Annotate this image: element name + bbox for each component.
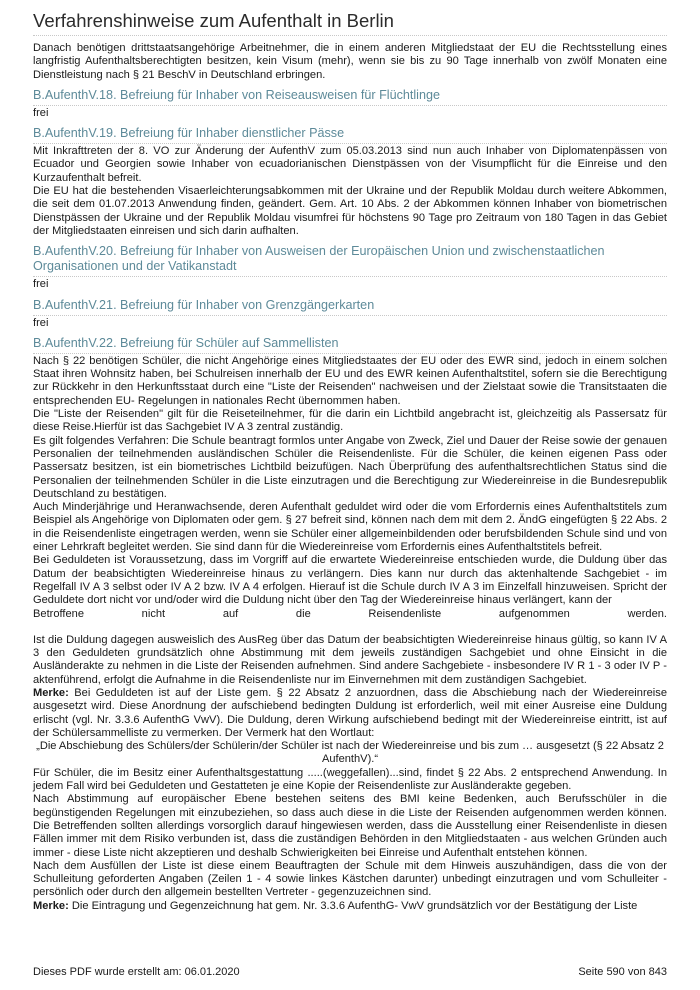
page-title: Verfahrenshinweise zum Aufenthalt in Berlin: [33, 10, 667, 36]
section-body-18: frei: [33, 106, 49, 119]
section-heading-18: B.AufenthV.18. Befreiung für Inhaber von Reiseausweisen für Flüchtlinge: [33, 88, 667, 106]
section-19-paragraph-2: Die EU hat die bestehenden Visaerleichterungsabkommen mit der Ukraine und der Republik Moldau durch weitere Abkommen, die seit dem 01.07.2013 Anwendung finden, geändert. Gem. Art. 10 Abs. 2 der Abkommen können Inhaber von biometrischen Dienstpässen der Ukraine und der Republik Moldau visumfrei für höchstens 90 Tage pro Zeitraum von 180 Tagen in das Gebiet der Mitgliedstaaten einreisen und sich darin aufhalten.: [33, 185, 667, 237]
section-heading-20: B.AufenthV.20. Befreiung für Inhaber von Ausweisen der Europäischen Union und zwischenstaatlichen Organisationen und der Vatikanstadt: [33, 244, 667, 277]
intro-paragraph: Danach benötigen drittstaatsangehörige Arbeitnehmer, die in einem anderen Mitgliedstaat der EU die Rechtsstellung eines langfristig Aufenthaltsberechtigten besitzen, kein Visum (mehr), wenn sie bis zu 90 Tage innerhalb von zwölf Monaten eine Dienstleistung nach § 21 BeschV in Deutschland erbringen.: [33, 42, 667, 81]
section-22-paragraph-9: Nach Abstimmung auf europäischer Ebene bestehen seitens des BMI keine Bedenken, auch Berufsschüler in die begünstigenden Regelungen mit einzubeziehen, so dass auch diese in die Liste der Reisenden aufgenommen werden können. Die Betreffenden sollten allerdings vorsorglich darauf hingewiesen werden, dass die Ausstellung einer Reisendenliste in diesen Fällen immer mit dem Risiko verbunden ist, dass die zuständigen Behörden in den Mitgliedstaaten - aus welchen Gründen auch immer - diese Liste nicht akzeptieren und deshalb Schwierigkeiten bei Einreise und Aufenthalt entstehen können.: [33, 793, 667, 859]
section-heading-19: B.AufenthV.19. Befreiung für Inhaber dienstlicher Pässe: [33, 126, 667, 144]
footer-page-number: Seite 590 von 843: [578, 966, 667, 978]
section-22-paragraph-5: Bei Geduldeten ist Voraussetzung, dass im Vorgriff auf die erwartete Wiedereinreise entschieden wurde, die Duldung über das Datum der beabsichtigten Wiedereinreise hinaus zu verlängern. Dies kann nur durch das aktenhaltende Sachgebiet - im Regelfall IV A 3 selbst oder IV A 2 bzw. IV A 4 erfolgen. Hierauf ist die Schule durch IV A 3 im Einzelfall hinzuweisen. Spricht der Geduldete dort nicht vor und/oder wird die Duldung nicht über den Tag der Wiedereinreise hinaus verlängert, kann der: [33, 554, 667, 607]
section-22-paragraph-6: Ist die Duldung dagegen ausweislich des AusReg über das Datum der beabsichtigten Wiedereinreise hinaus gültig, so kann IV A 3 den Geduldeten grundsätzlich ohne Abstimmung mit dem jeweils zuständigen Sachgebiet und ohne Einsicht in die Ausländerakte zu nehmen in die Liste der Reisenden aufnehmen. Sind andere Sachgebiete - insbesondere IV R 1 - 3 oder IV P - aktenführend, erfolgt die Aufnahme in die Reisendenliste nur im Einvernehmen mit dem zuständigen Sachgebiet.: [33, 633, 667, 686]
section-22-paragraph-2: Die "Liste der Reisenden" gilt für die Reiseteilnehmer, für die darin ein Lichtbild angebracht ist, gleichzeitig als Passersatz für diese Reise.Hierfür ist das Sachgebiet IV A 3 zentral zuständig.: [33, 408, 667, 434]
section-22-paragraph-5-last-line: Betroffene nicht auf die Reisendenliste aufgenommen werden.: [33, 607, 667, 620]
merke-label-2: Merke:: [33, 899, 69, 912]
section-22-paragraph-1: Nach § 22 benötigen Schüler, die nicht Angehörige eines Mitgliedstaates der EU oder des EWR sind, jedoch in einem solchen Staat ihren Wohnsitz haben, bei Schulreisen innerhalb der EU und des EWR keinen Aufenthaltstitel, sofern sie die Berechtigung zur Rückkehr in den Herkunftsstaat durch eine "Liste der Reisenden" nachweisen und der Zielstaat sowie die Transitstaaten die entsprechenden EU- Regelungen in nationales Recht übernommen haben.: [33, 354, 667, 407]
merke-text: Bei Geduldeten ist auf der Liste gem. § 22 Absatz 2 anzuordnen, dass die Abschiebung nach der Wiedereinreise ausgesetzt wird. Diese Anordnung der aufschiebend bedingten Duldung ist erforderlich, weil mit einer Ausreise eine Duldung erlischt (vgl. Nr. 3.3.6 AufenthG VwV). Die Duldung, deren Wirkung aufschiebend bedingt mit der Wiedereinreise eintritt, ist auf der Schülersammelliste zu vermerken. Der Vermerk hat den Wortlaut:: [33, 686, 667, 739]
section-22-paragraph-4: Auch Minderjährige und Heranwachsende, deren Aufenthalt geduldet wird oder die vom Erfordernis eines Aufenthaltstitels zum Beispiel als Angehörige von Diplomaten oder gem. § 27 befreit sind, können nach dem mit dem 2. ÄndG eingefügten § 22 Abs. 2 in die Reisendenliste eingetragen werden, wenn sie Schüler einer allgemeinbildenden oder berufsbildenden Schule sind und von einer Lehrkraft begleitet werden. Sie sind dann für die Wiedereinreise vom Erfordernis eines Aufenthaltstitels befreit.: [33, 501, 667, 554]
merke-label: Merke:: [33, 686, 69, 699]
page-footer: [33, 966, 667, 978]
section-heading-21: B.AufenthV.21. Befreiung für Inhaber von Grenzgängerkarten: [33, 298, 667, 316]
section-22-paragraph-7: [33, 687, 667, 740]
section-22-paragraph-3: Es gilt folgendes Verfahren: Die Schule beantragt formlos unter Angabe von Zweck, Ziel und Dauer der Reise sowie der genauen Personalien der teilnehmenden ausländischen Schüler die Reisendenliste. Für die Schüler, die keinen eigenen Pass oder Passersatz besitzen, ist ein biometrisches Lichtbild beizufügen. Nach Überprüfung des aufenthaltsrechtlichen Status sind die Personalien der teilnehmenden Schüler in die Liste einzutragen und die Berechtigung zur Wiedereinreise in die Bundesrepublik Deutschland zu bestätigen.: [33, 434, 667, 500]
document-page: [33, 10, 667, 913]
section-heading-22: B.AufenthV.22. Befreiung für Schüler auf Sammellisten: [33, 336, 667, 354]
section-22-paragraph-11: [33, 900, 667, 913]
section-22-quote: „Die Abschiebung des Schülers/der Schülerin/der Schüler ist nach der Wiedereinreise und bis zum … ausgesetzt (§ 22 Absatz 2 AufenthV).“: [36, 740, 664, 766]
section-19-paragraph-1: Mit Inkrafttreten der 8. VO zur Änderung der AufenthV zum 05.03.2013 sind nun auch Inhaber von Diplomatenpässen von Ecuador und Georgien sowie Inhaber von ecuadorianischen Dienstpässen von der Visumpflicht für die Einreise und den Kurzaufenthalt befreit.: [33, 145, 667, 184]
section-22-paragraph-10: Nach dem Ausfüllen der Liste ist diese einem Beauftragten der Schule mit dem Hinweis auszuhändigen, dass die von der Schulleitung geforderten Angaben (Zeilen 1 - 4 sowie linkes Kästchen darunter) unbedingt einzutragen und vom Schulleiter - persönlich oder durch den allgemein bestellten Vertreter - gegenzuzeichnen sind.: [33, 859, 667, 899]
section-body-20: frei: [33, 278, 49, 291]
merke-text-2: Die Eintragung und Gegenzeichnung hat gem. Nr. 3.3.6 AufenthG- VwV grundsätzlich vor der Bestätigung der Liste: [68, 899, 638, 912]
section-22-paragraph-8: Für Schüler, die im Besitz einer Aufenthaltsgestattung .....(weggefallen)...sind, findet § 22 Abs. 2 entsprechend Anwendung. In jedem Fall wird bei Geduldeten und Gestatteten je eine Kopie der Reisendenliste zur Ausländerakte gegeben.: [33, 766, 667, 793]
footer-created-date: Dieses PDF wurde erstellt am: 06.01.2020: [33, 966, 240, 978]
section-body-21: frei: [33, 316, 49, 329]
